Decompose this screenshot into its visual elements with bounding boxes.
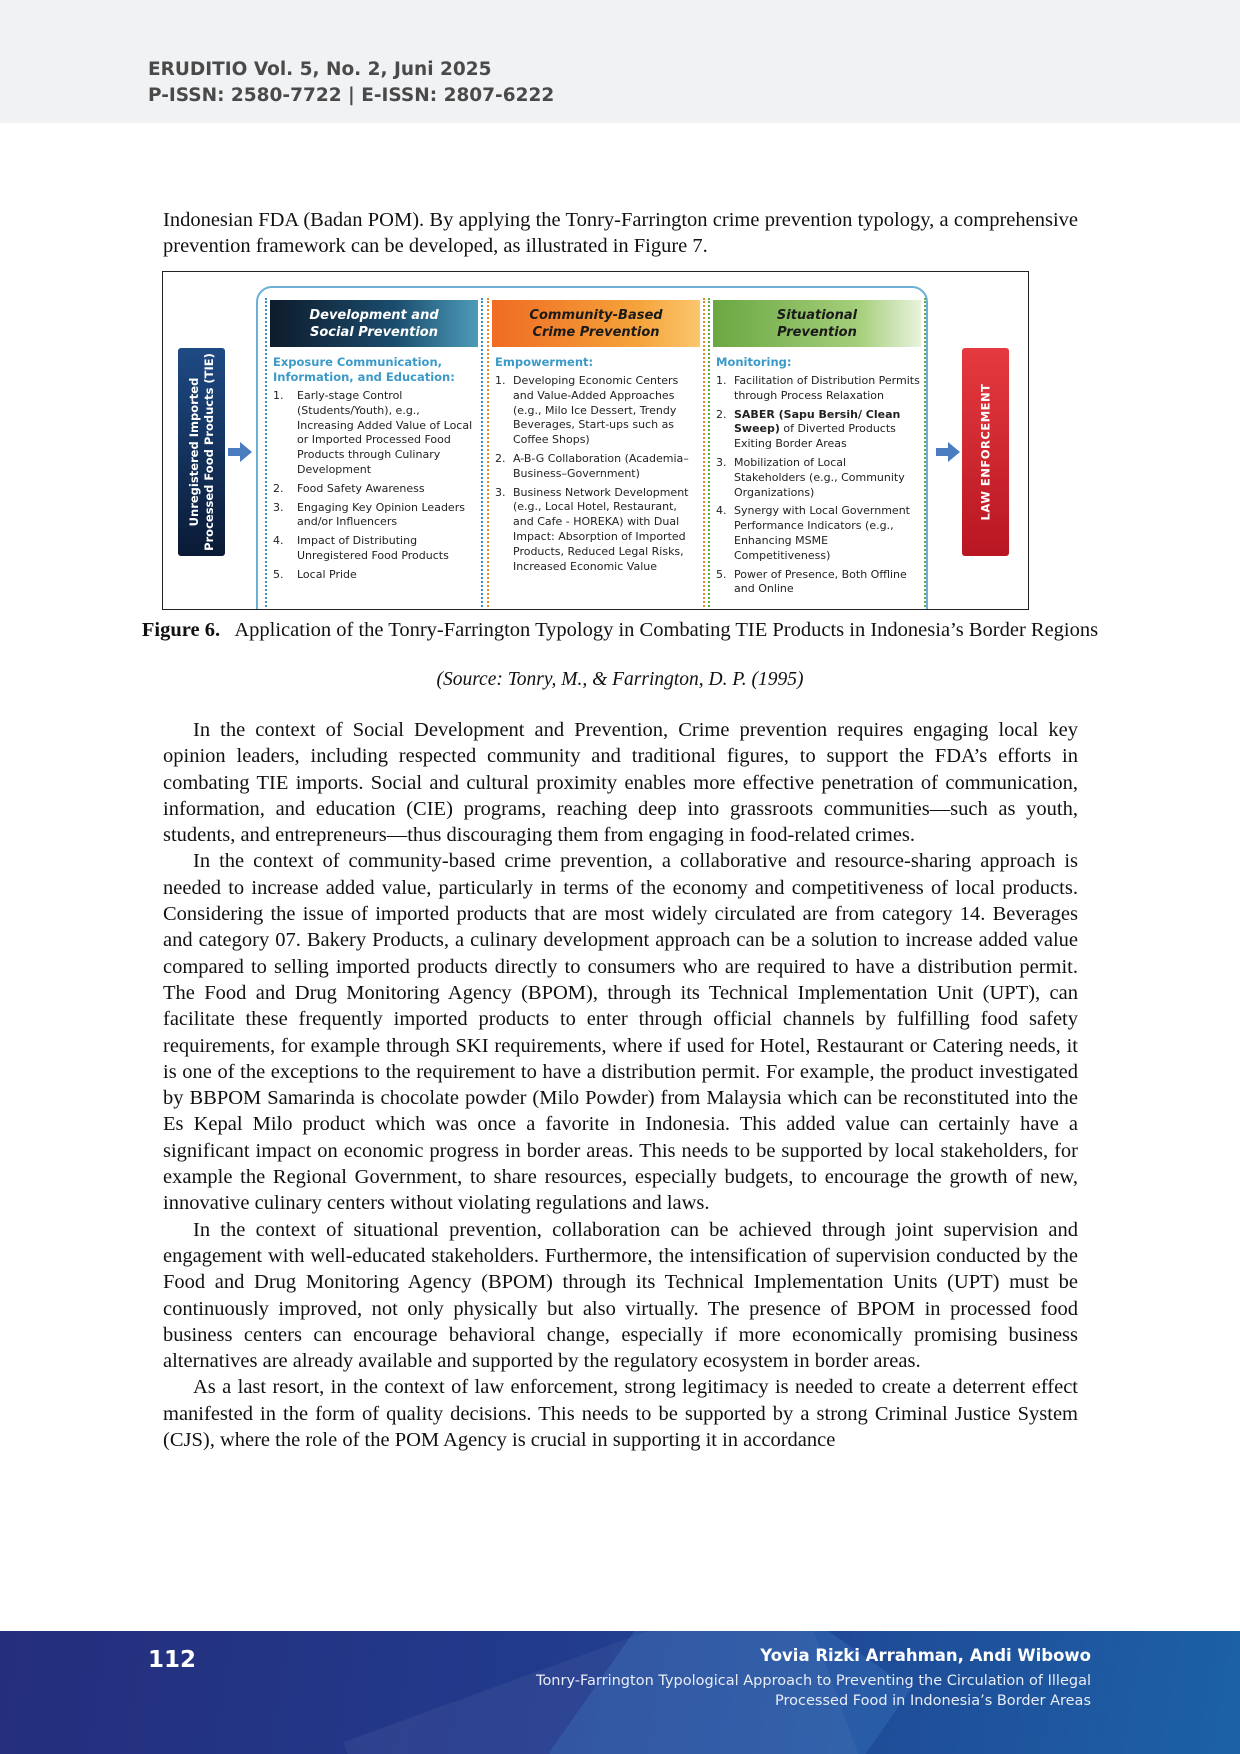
footer-authors: Yovia Rizki Arrahman, Andi Wibowo	[760, 1646, 1091, 1665]
list-item: 4. Impact of Distributing Unregistered Food Products	[273, 534, 449, 562]
list-item: 2. SABER (Sapu Bersih/ Clean Sweep) of Diverted Products Exiting Border Areas	[716, 407, 901, 451]
tie-products-box	[178, 348, 225, 556]
paragraph: In the context of situational prevention, collaboration can be achieved through joint supervision and engagement with well-educated stakeholders. Furthermore, the intensification of supervision conducted by the Food and Drug Monitoring Agency (BPOM) through its Technical Implementation Units (UPT) must be continuously improved, not only physically but also virtually. The presence of BPOM in processed food business centers can encourage behavioral change, especially if more economically promising business alternatives are already available and supported by the regulatory ecosystem in border areas.	[163, 1218, 1078, 1373]
paragraph: In the context of community-based crime prevention, a collaborative and resource-sharing approach is needed to increase added value, particularly in terms of the economy and competitiveness of local products. Considering the issue of imported products that are most widely circulated are from category 14. Beverages and category 07. Bakery Products, a culinary development approach can be a solution to increase added value compared to selling imported products directly to consumers who are required to have a distribution permit. The Food and Drug Monitoring Agency (BPOM), through its Technical Implementation Unit (UPT), can facilitate these frequently imported products to enter through official channels by fulfilling food safety requirements, for example through SKI requirements, where if used for Hotel, Restaurant or Catering needs, it is one of the exceptions to the requirement to have a distribution permit. For example, the product investigated by BBPOM Samarinda is chocolate powder (Milo Powder) from Malaysia which can be reconstituted into the Es Kepal Milo product which was once a favorite in Indonesia. This added value can certainly have a significant impact on economic progress in border areas. This needs to be supported by local stakeholders, for example the Regional Government, to share resources, especially budgets, to encourage the growth of new, innovative culinary centers without violating regulations and laws.	[163, 850, 1078, 1215]
law-enforcement-label: LAW ENFORCEMENT	[978, 383, 993, 521]
list-item: 3. Engaging Key Opinion Leaders and/or Influencers	[273, 500, 465, 529]
issn-line: P-ISSN: 2580-7722 | E-ISSN: 2807-6222	[148, 85, 555, 106]
figure-7-diagram	[162, 271, 1029, 610]
list-item: 1. Early-stage Control (Students/Youth), e.g., Increasing Added Value of Local or Imported Processed Food Products through Culinary Development	[273, 389, 473, 476]
column-list	[710, 374, 924, 597]
column-list	[489, 374, 703, 574]
journal-line: ERUDITIO Vol. 5, No. 2, Juni 2025	[148, 59, 492, 80]
caption-text: Application of the Tonry-Farrington Typology in Combating TIE Products in Indonesia’s Border Regions	[234, 619, 1099, 641]
paragraph: In the context of Social Development and Prevention, Crime prevention requires engaging local key opinion leaders, including respected community and traditional figures, to support the FDA’s efforts in combating TIE imports. Social and cultural proximity enables more effective penetration of communication, information, and education (CIE) programs, reaching deep into grassroots communities—such as youth, students, and entrepreneurs—thus discouraging them from engaging in food-related crimes.	[163, 719, 1078, 847]
column-subtitle: Exposure Communication, Information, and Education:	[273, 355, 455, 384]
figure-caption	[140, 617, 1100, 643]
column-subtitle: Empowerment:	[495, 355, 594, 369]
caption-label: Figure 6.	[141, 619, 221, 641]
right-arrow-icon	[228, 442, 252, 462]
tie-products-label: Unregistered Imported Processed Food Products (TIE)	[186, 353, 216, 551]
column-list	[267, 389, 481, 583]
list-item: 2. A-B-G Collaboration (Academia–Business–Government)	[495, 451, 689, 480]
list-item: 2. Food Safety Awareness	[273, 481, 425, 495]
column-header: Situational Prevention	[713, 300, 921, 347]
body-paragraphs	[163, 717, 1078, 1453]
column-header: Community-Based Crime Prevention	[492, 300, 700, 347]
column-subtitle: Monitoring:	[716, 355, 792, 369]
page-number: 112	[148, 1647, 197, 1673]
column-situational	[708, 298, 926, 610]
intro-paragraph: Indonesian FDA (Badan POM). By applying the Tonry-Farrington crime prevention typology, a comprehensive prevention framework can be developed, as illustrated in Figure 7.	[163, 209, 1078, 258]
list-item: 3. Mobilization of Local Stakeholders (e.g., Community Organizations)	[716, 455, 905, 499]
journal-info	[148, 57, 554, 109]
right-arrow-icon	[936, 442, 960, 462]
list-item: 5. Local Pride	[273, 567, 357, 581]
column-development-social	[265, 298, 483, 610]
footer-article-title: Tonry-Farrington Typological Approach to Preventing the Circulation of Illegal Processed Food in Indonesia’s Border Areas	[536, 1673, 1091, 1709]
header-bar	[0, 0, 1240, 123]
list-item: 4. Synergy with Local Government Performance Indicators (e.g., Enhancing MSME Competitiveness)	[716, 504, 910, 562]
figure-source: (Source: Tonry, M., & Farrington, D. P. (1995)	[436, 669, 804, 690]
list-item: 5. Power of Presence, Both Offline and Online	[716, 567, 907, 596]
list-item: 1. Developing Economic Centers and Value-Added Approaches (e.g., Milo Ice Dessert, Trendy Beverages, Start-ups such as Coffee Shops)	[495, 374, 679, 447]
law-enforcement-box	[962, 348, 1009, 556]
intro-text	[163, 207, 1078, 260]
column-header: Development and Social Prevention	[270, 300, 478, 347]
footer-bar	[0, 1631, 1240, 1754]
list-item: 1. Facilitation of Distribution Permits through Process Relaxation	[716, 374, 920, 402]
paragraph: As a last resort, in the context of law enforcement, strong legitimacy is needed to create a deterrent effect manifested in the form of quality decisions. This needs to be supported by a strong Criminal Justice System (CJS), where the role of the POM Agency is crucial in supporting it in accordance	[163, 1376, 1078, 1452]
list-item: 3. Business Network Development (e.g., Local Hotel, Restaurant, and Cafe - HOREKA) with Dual Impact: Absorption of Imported Products, Reduced Legal Risks, Increased Economic Value	[495, 485, 689, 573]
column-community-based	[487, 298, 705, 610]
